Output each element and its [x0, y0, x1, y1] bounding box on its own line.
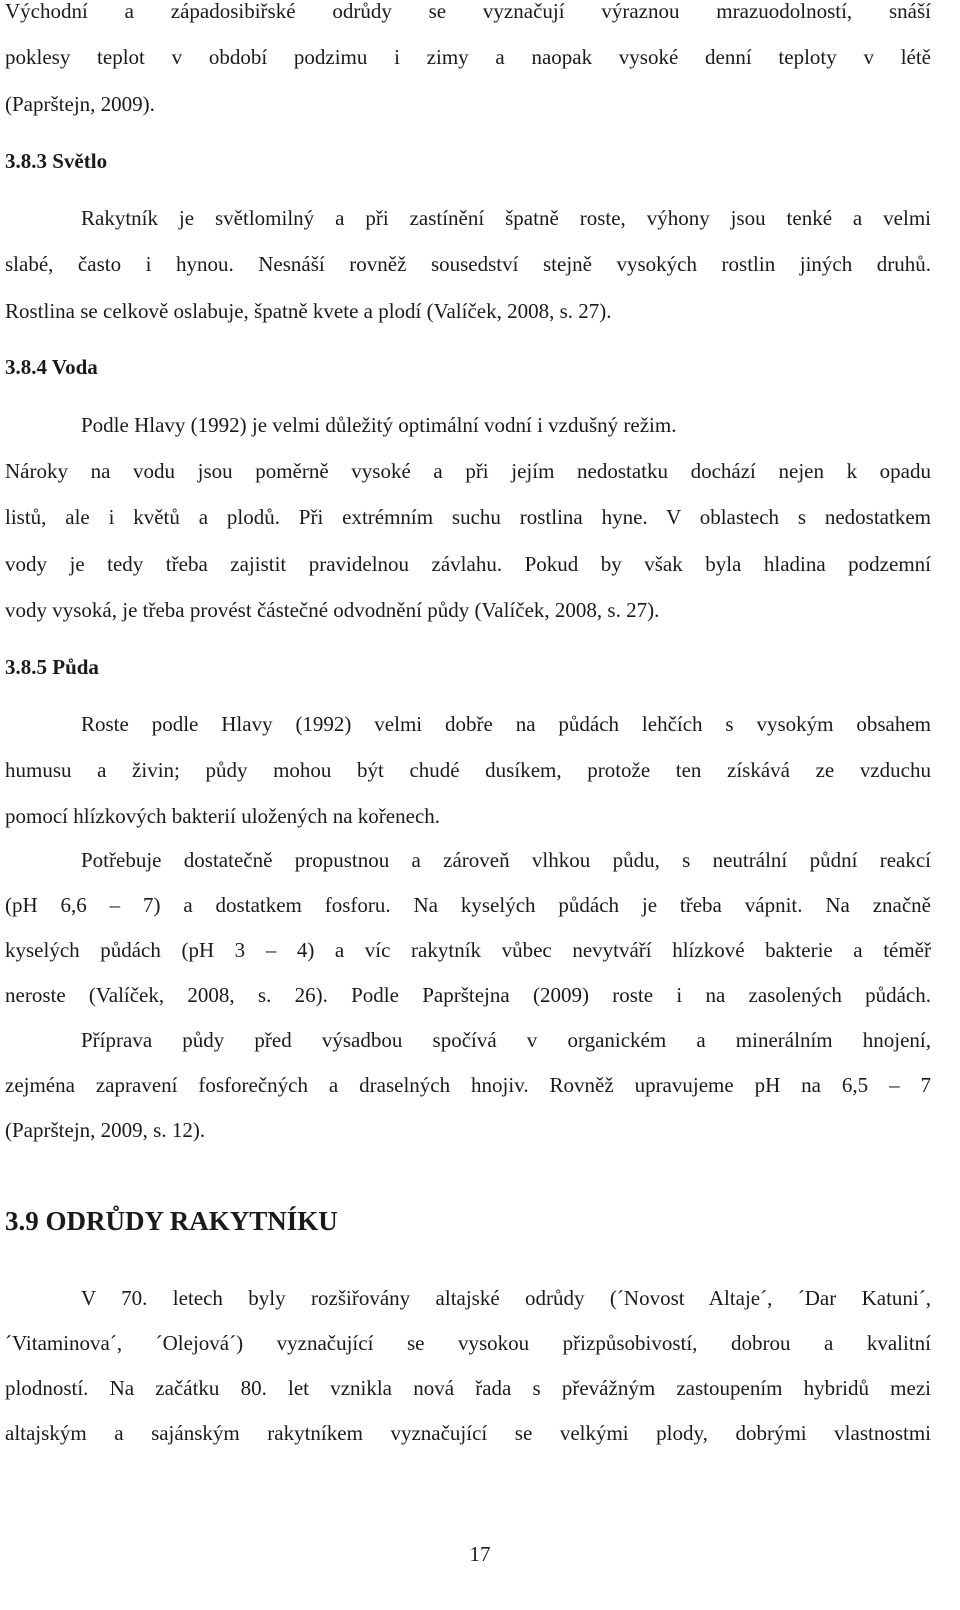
text-line: Rostlina se celkově oslabuje, špatně kvete a plodí (Valíček, 2008, s. 27). [5, 299, 612, 323]
text-line: Příprava půdy před výsadbou spočívá v organickém a minerálním hnojení, [81, 1028, 931, 1052]
section-heading: 3.8.5 Půda [5, 655, 99, 679]
page-number: 17 [469, 1542, 491, 1566]
chapter-heading: 3.9 ODRŮDY RAKYTNÍKU [5, 1206, 338, 1236]
text-line: pomocí hlízkových bakterií uložených na kořenech. [5, 804, 441, 828]
text-line: Rakytník je světlomilný a při zastínění špatně roste, výhony jsou tenké a velmi [81, 206, 931, 230]
text-line: Potřebuje dostatečně propustnou a zároveň vlhkou půdu, s neutrální půdní reakcí [81, 848, 931, 872]
text-line: (pH 6,6 – 7) a dostatkem fosforu. Na kyselých půdách je třeba vápnit. Na značně [5, 893, 931, 917]
section-heading: 3.8.4 Voda [5, 355, 98, 379]
section-heading: 3.8.3 Světlo [5, 149, 108, 173]
text-line: slabé, často i hynou. Nesnáší rovněž sousedství stejně vysokých rostlin jiných druhů. [5, 252, 931, 276]
text-line: Nároky na vodu jsou poměrně vysoké a při jejím nedostatku dochází nejen k opadu [5, 459, 931, 483]
text-line: humusu a živin; půdy mohou být chudé dusíkem, protože ten získává ze vzduchu [5, 758, 931, 782]
text-line: ´Vitaminova´, ´Olejová´) vyznačující se vysokou přizpůsobivostí, dobrou a kvalitní [5, 1331, 931, 1355]
text-line: zejména zapravení fosforečných a draselných hnojiv. Rovněž upravujeme pH na 6,5 – 7 [5, 1073, 931, 1097]
text-line: vody je tedy třeba zajistit pravidelnou závlahu. Pokud by však byla hladina podzemní [5, 552, 931, 576]
text-line: kyselých půdách (pH 3 – 4) a víc rakytník vůbec nevytváří hlízkové bakterie a téměř [5, 938, 931, 962]
text-line: V 70. letech byly rozšiřovány altajské odrůdy (´Novost Altaje´, ´Dar Katuni´, [81, 1286, 931, 1310]
text-line: altajským a sajánským rakytníkem vyznačující se velkými plody, dobrými vlastnostmi [5, 1421, 931, 1445]
text-line: plodností. Na začátku 80. let vznikla nová řada s převážným zastoupením hybridů mezi [5, 1376, 931, 1400]
text-line: (Paprštejn, 2009). [5, 92, 155, 116]
text-line: (Paprštejn, 2009, s. 12). [5, 1118, 206, 1142]
text-line: vody vysoká, je třeba provést částečné odvodnění půdy (Valíček, 2008, s. 27). [5, 598, 660, 622]
text-line: neroste (Valíček, 2008, s. 26). Podle Paprštejna (2009) roste i na zasolených půdách. [5, 983, 931, 1007]
text-line: poklesy teplot v období podzimu i zimy a naopak vysoké denní teploty v létě [5, 45, 931, 69]
text-line: Roste podle Hlavy (1992) velmi dobře na půdách lehčích s vysokým obsahem [81, 712, 931, 736]
text-line: Východní a západosibiřské odrůdy se vyznačují výraznou mrazuodolností, snáší [5, 0, 931, 23]
text-line: listů, ale i květů a plodů. Při extrémním suchu rostlina hyne. V oblastech s nedostatkem [5, 505, 931, 529]
text-line: Podle Hlavy (1992) je velmi důležitý optimální vodní i vzdušný režim. [81, 413, 677, 437]
